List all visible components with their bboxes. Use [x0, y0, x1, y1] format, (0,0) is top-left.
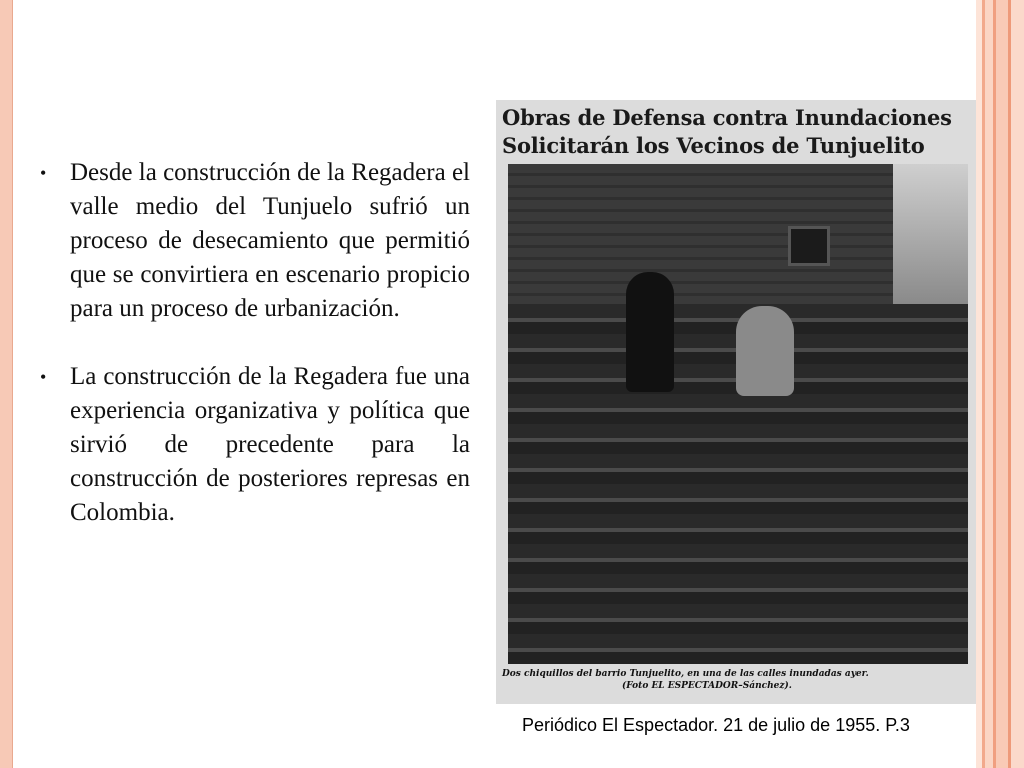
clipping-photo-caption — [502, 668, 972, 692]
left-decorative-border — [0, 0, 13, 768]
bullet-item — [40, 156, 470, 326]
bullet-list — [40, 156, 470, 530]
headline-line: Obras de Defensa contra Inundaciones — [502, 105, 952, 130]
caption-line: Dos chiquillos del barrio Tunjuelito, en una de las calles inundadas ayer. — [502, 669, 869, 679]
photo-child-figure — [626, 272, 674, 392]
clipping-headline — [502, 104, 972, 160]
bullet-text: La construcción de la Regadera fue una experiencia organizativa y política que sirvió de precedente para la construcción de posteriores represas en Colombia. — [70, 363, 470, 526]
bullet-dot-icon: • — [40, 163, 47, 183]
flood-photo — [508, 164, 968, 664]
newspaper-clipping — [496, 100, 976, 704]
photo-child-figure — [736, 306, 794, 396]
headline-line: Solicitarán los Vecinos de Tunjuelito — [502, 133, 925, 158]
bullet-item — [40, 360, 470, 530]
photo-wall — [508, 164, 893, 304]
right-decorative-stripes — [976, 0, 1024, 768]
bullet-dot-icon: • — [40, 367, 47, 387]
source-caption: Periódico El Espectador. 21 de julio de 1955. P.3 — [522, 715, 910, 735]
bullet-text: Desde la construcción de la Regadera el valle medio del Tunjuelo sufrió un proceso de desecamiento que permitió que se convirtiera en escenario propicio para un proceso de urbanización. — [70, 159, 470, 322]
photo-sky — [893, 164, 968, 304]
photo-window — [788, 226, 830, 266]
caption-line: (Foto EL ESPECTADOR–Sánchez). — [622, 681, 792, 691]
